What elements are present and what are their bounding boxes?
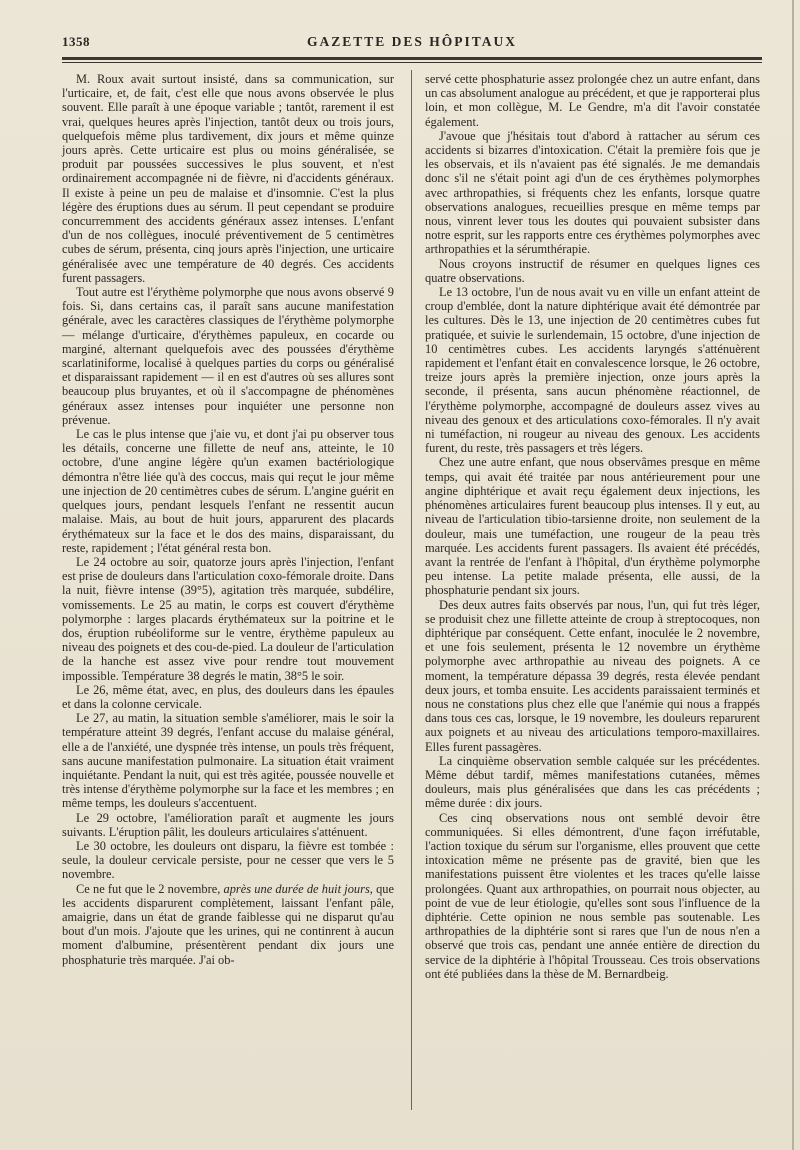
paragraph: J'avoue que j'hésitais tout d'abord à rattacher au sérum ces accidents si bizarres d'intoxication. C'était la première fois que je les observais, et ils n'avaient pas été signalés. Je me demandais donc s'il ne s'était point agi d'un de ces érythèmes polymorphes avec arthropathies, si fréquents chez les enfants, lorsque quatre observations analogues, recueillies presque en même temps par nous, vinrent lever tous les doutes qui pouvaient subsister dans notre esprit, sur les rapports entre ces érythèmes polymorphes avec arthropathies et la sérumthérapie.	[425, 128, 760, 257]
column-divider	[411, 70, 412, 1110]
journal-title: GAZETTE DES HÔPITAUX	[306, 34, 518, 49]
paragraph: Le 27, au matin, la situation semble s'améliorer, mais le soir la température atteint 39 degrés, l'enfant accuse du malaise général, elle a de l'anxiété, une dyspnée très intense, un pouls très fréquent, sans aucune manifestation pulmonaire. La situation était vraiment inquiétante. Pendant la nuit, qui est très agitée, poussée nouvelle et très intense d'érythème polymorphe sur la face et les membres ; en même temps, les douleurs s'accentuent.	[62, 711, 394, 811]
paragraph: La cinquième observation semble calquée sur les précédentes. Même début tardif, mêmes manifestations cutanées, mêmes douleurs, mais plus généralisées que dans les cas précédents ; même durée : dix jours.	[425, 753, 760, 811]
paragraph: Chez une autre enfant, que nous observâmes presque en même temps, qui avait été traitée par nous antérieurement pour une angine diphtérique et avait reçu également deux injections, les phénomènes articulaires furent beaucoup plus intenses. Il y eut, au niveau de l'articulation tibio-tarsienne droite, non seulement de la douleur, mais une tuméfaction, une rougeur de la peau très marquée. Les accidents furent passagers. Ils avaient été précédés, avant la rentrée de l'enfant à l'hôpital, d'un érythème polymorphe peu intense. La petite malade présenta, elle aussi, de la phosphaturie pendant six jours.	[425, 455, 760, 598]
paragraph: Le 24 octobre au soir, quatorze jours après l'injection, l'enfant est prise de douleurs dans l'articulation coxo-fémorale droite. Dans la nuit, fièvre intense (39°5), agitation très marquée, subdélire, vomissements. Le 25 au matin, le corps est couvert d'érythème polymorphe : larges placards érythémateux sur la poitrine et le dos, éruption rubéoliforme sur le ventre, érythème papuleux au niveau des poignets et des cou-de-pied. La douleur de l'articulation de la hanche est assez vive pour rendre tout mouvement impossible. Température 38 degrés le matin, 38°5 le soir.	[62, 554, 394, 683]
left-column	[62, 72, 394, 967]
paragraph: Le 29 octobre, l'amélioration paraît et augmente les jours suivants. L'éruption pâlit, les douleurs articulaires s'atténuent.	[62, 810, 394, 839]
paragraph: Le 30 octobre, les douleurs ont disparu, la fièvre est tombée : seule, la douleur cervicale persiste, pour ne cesser que vers le 5 novembre.	[62, 838, 394, 882]
page-number: 1358	[62, 34, 90, 49]
text-run: , que les accidents disparurent complètement, laissant l'enfant pâle, amaigrie, dans un état de grande faiblesse qui ne disparut qu'au bout d'un mois. J'ajoute que les urines, qui ne continrent à aucun moment d'albumine, présentèrent pendant dix jours une phosphaturie très marquée. J'ai ob-	[62, 881, 395, 967]
italic-text: après une durée de huit jours	[223, 881, 370, 896]
page-edge	[792, 0, 794, 1150]
paragraph	[62, 882, 394, 967]
paragraph: Des deux autres faits observés par nous, l'un, qui fut très léger, se produisit chez une fillette atteinte de croup à streptocoques, non diphtérique par conséquent. Cette enfant, inoculée le 2 novembre, et une fois seulement, présenta le 12 novembre un érythème polymorphe avec arthropathie au niveau des poignets. A ce moment, la température dépassa 39 degrés, resta élevée pendant deux jours, et tomba ensuite. Les accidents paraissaient terminés et nous ne constations plus chez elle que l'anémie qui nous a frappés dans tous ces cas, lorsque, le 19 novembre, les douleurs reparurent aux poignets et au niveau des articulations temporo-maxillaires. Elles furent passagères.	[425, 597, 760, 754]
paragraph: Ces cinq observations nous ont semblé devoir être communiquées. Si elles démontrent, d'une façon irréfutable, l'action toxique du sérum sur l'organisme, elles prouvent que cette intoxication même ne présente pas de gravité, bien que les manifestations puissent être violentes et les traces qu'elle laisse prolongées. Quant aux arthropathies, on pourrait nous objecter, au point de vue de leur étiologie, qu'elles sont sous l'influence de la diphtérie. Cette opinion ne nous semble pas soutenable. Les arthropathies de la diphtérie sont si rares que l'un de nous n'en a observé que trois cas, pendant une année entière de direction du service de la diphtérie à l'hôpital Trousseau. Ces trois observations ont été publiées dans la thèse de M. Bernardbeig.	[425, 810, 760, 981]
paragraph: Nous croyons instructif de résumer en quelques lignes ces quatre observations.	[425, 256, 760, 285]
header-rule-thick	[62, 57, 762, 60]
paragraph: Le 26, même état, avec, en plus, des douleurs dans les épaules et dans la colonne cervicale.	[62, 682, 394, 711]
text-run: Ce ne fut que le 2 novembre,	[76, 881, 224, 896]
header-rule-thin	[62, 62, 762, 63]
paragraph: Le cas le plus intense que j'aie vu, et dont j'ai pu observer tous les détails, concerne une fillette de neuf ans, atteinte, le 10 octobre, d'une angine légère qu'un examen bactériologique démontra n'être liée qu'à des coccus, mais qui reçut le jour même une injection de 20 centimètres cubes de sérum. L'angine guérit en quelques jours, pendant lesquels l'enfant ne ressentit aucun malaise. Mais, au bout de huit jours, apparurent des placards érythémateux sur la face et le dos des mains, disparaissant, du reste, rapidement ; l'état général resta bon.	[62, 427, 394, 555]
paragraph: Tout autre est l'érythème polymorphe que nous avons observé 9 fois. Si, dans certains cas, il paraît sans aucune manifestation générale, avec les caractères classiques de l'érythème polymorphe — mélange d'urticaire, d'érythèmes papuleux, en cocarde ou marginé, alternant quelquefois avec des poussées d'érythème scarlatiniforme, localisé à quelques parties du corps ou généralisé et disparaissant rapidement — il en est d'autres où ses allures sont beaucoup plus bruyantes, et où il s'accompagne de phénomènes généraux assez intenses pour inquiéter une personne non prévenue.	[62, 285, 394, 427]
paragraph: Le 13 octobre, l'un de nous avait vu en ville un enfant atteint de croup d'emblée, dont la nature diphtérique avait été démontrée par les cultures. Dès le 13, une injection de 20 centimètres cubes fut pratiquée, et suivie le surlendemain, 15 octobre, d'une injection de 10 centimètres cubes. Les accidents laryngés s'atténuèrent rapidement et l'enfant était en convalescence lorsque, le 26 octobre, treize jours après la première injection, onze jours après la seconde, il présenta, sans aucun phénomène réactionnel, de l'érythème polymorphe, accompagné de douleurs assez vives au niveau des genoux et des articulations coxo-fémorales. Il n'y avait ni tuméfaction, ni rougeur au niveau des genoux. Les accidents furent, du reste, très passagers et très légers.	[425, 285, 760, 456]
right-column	[425, 72, 760, 981]
paragraph: servé cette phosphaturie assez prolongée chez un autre enfant, dans un cas absolument analogue au précédent, et que je rapporterai plus loin, et mon collègue, M. Le Gendre, m'a dit l'avoir constatée également.	[425, 72, 760, 129]
page-header	[62, 34, 762, 56]
paragraph: M. Roux avait surtout insisté, dans sa communication, sur l'urticaire, et, de fait, c'est elle que nous avons observée le plus souvent. Elle paraît à une époque variable ; tantôt, rarement il est vrai, quelques heures après l'injection, tantôt deux ou trois jours, quelquefois même plus tardivement, dix jours et même quinze jours après. Cette urticaire est plus ou moins généralisée, se produit par poussées successives le plus souvent, et n'est ordinairement accompagnée ni de fièvre, ni d'accidents généraux. Il existe à peine un peu de malaise et d'insomnie. C'est la plus légère des éruptions dues au sérum. Il peut cependant se produire concurremment des accidents généraux assez intenses. L'enfant d'un de nos collègues, inoculé préventivement de 5 centimètres cubes de sérum, présenta, cinq jours après l'injection, une urticaire généralisée avec une température de 40 degrés. Ces accidents furent passagers.	[62, 72, 394, 285]
